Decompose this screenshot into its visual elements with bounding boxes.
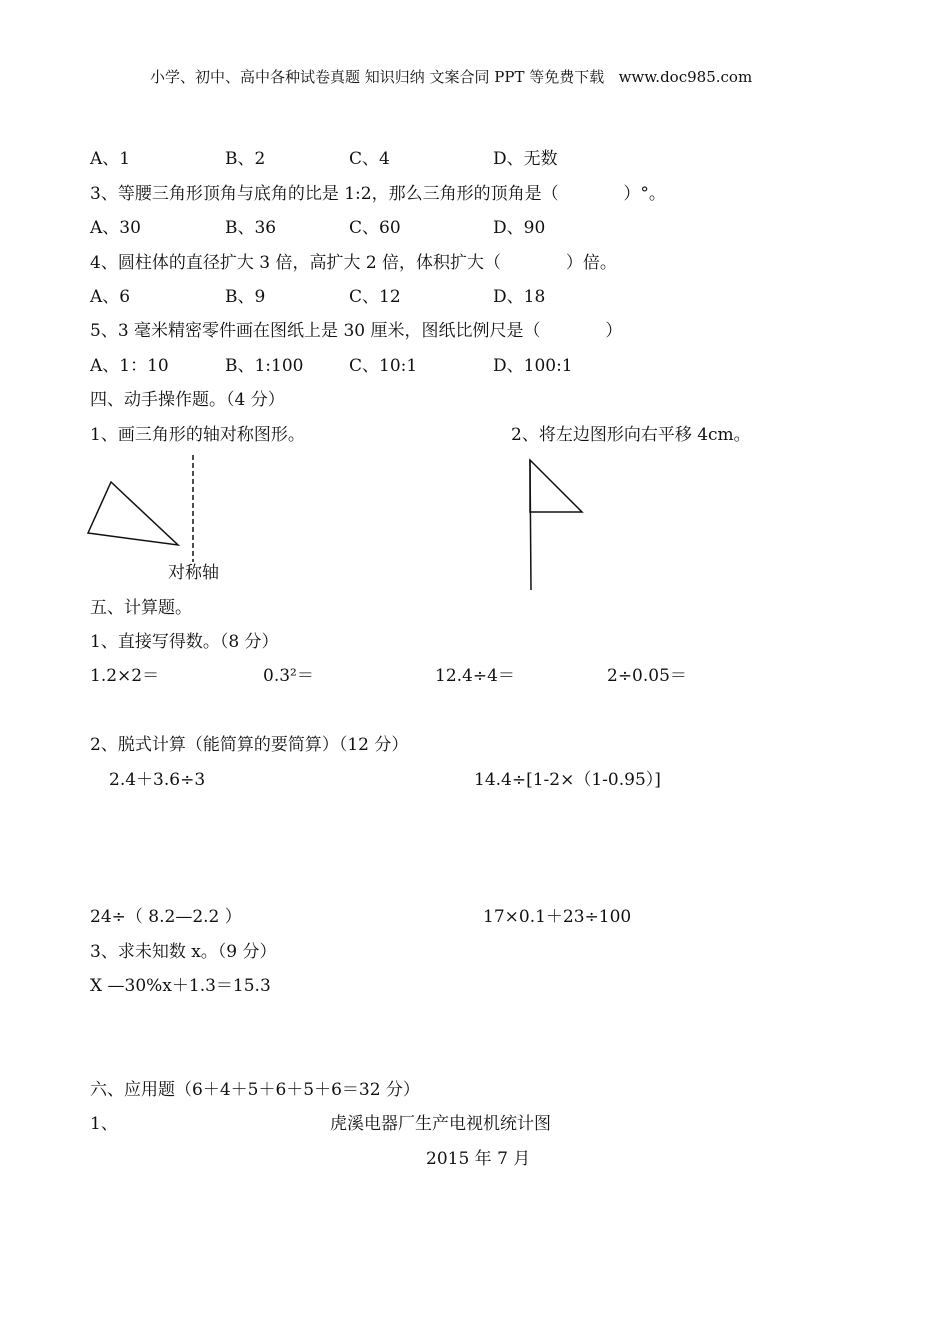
calc-item: 1.2×2＝ — [90, 666, 160, 686]
option-a: A、1 — [90, 149, 131, 169]
symmetry-axis-label: 对称轴 — [168, 563, 219, 583]
option-b: B、2 — [225, 149, 266, 169]
expression-item: 14.4÷[1-2×（1-0.95）] — [474, 770, 661, 790]
option-a: A、6 — [90, 287, 131, 307]
question-5: 5、3 毫米精密零件画在图纸上是 30 厘米，图纸比例尺是（ ） — [90, 321, 623, 341]
option-c: C、10:1 — [349, 356, 418, 376]
question-3: 3、等腰三角形顶角与底角的比是 1:2，那么三角形的顶角是（ ）°。 — [90, 184, 666, 204]
section-4-title: 四、动手操作题。（4 分） — [90, 390, 285, 410]
option-b: B、36 — [225, 218, 277, 238]
calc-item: 12.4÷4＝ — [435, 666, 515, 686]
option-b: B、9 — [225, 287, 266, 307]
option-d: D、18 — [493, 287, 546, 307]
question-number: 1、 — [90, 1114, 118, 1134]
part-1-title: 1、直接写得数。（8 分） — [90, 632, 279, 652]
chart-date: 2015 年 7 月 — [426, 1149, 531, 1169]
section-5-title: 五、计算题。 — [90, 598, 192, 618]
option-c: C、12 — [349, 287, 401, 307]
page-header: 小学、初中、高中各种试卷真题 知识归纳 文案合同 PPT 等免费下载 www.doc985.com — [150, 68, 753, 86]
expression-item: 24÷（ 8.2—2.2 ） — [90, 907, 242, 927]
section-6-title: 六、应用题（6＋4＋5＋6＋5＋6＝32 分） — [90, 1080, 420, 1100]
calc-item: 0.3²＝ — [263, 666, 314, 686]
option-c: C、60 — [349, 218, 401, 238]
option-a: A、1：10 — [90, 356, 169, 376]
question-4: 4、圆柱体的直径扩大 3 倍，高扩大 2 倍，体积扩大（ ）倍。 — [90, 253, 617, 273]
task-2-label: 2、将左边图形向右平移 4cm。 — [511, 425, 751, 445]
expression-item: 2.4＋3.6÷3 — [109, 770, 206, 790]
equation: X —30%x＋1.3＝15.3 — [90, 976, 271, 996]
calc-item: 2÷0.05＝ — [607, 666, 687, 686]
option-a: A、30 — [90, 218, 141, 238]
expression-item: 17×0.1＋23÷100 — [483, 907, 632, 927]
triangle-figure — [88, 482, 178, 545]
option-c: C、4 — [349, 149, 390, 169]
option-b: B、1:100 — [225, 356, 304, 376]
flag-triangle — [530, 460, 582, 512]
part-3-title: 3、求未知数 x。（9 分） — [90, 942, 277, 962]
chart-title: 虎溪电器厂生产电视机统计图 — [330, 1114, 551, 1134]
option-d: D、无数 — [493, 149, 558, 169]
part-2-title: 2、脱式计算（能简算的要简算）（12 分） — [90, 735, 409, 755]
option-d: D、90 — [493, 218, 546, 238]
option-d: D、100:1 — [493, 356, 573, 376]
task-1-label: 1、画三角形的轴对称图形。 — [90, 425, 305, 445]
